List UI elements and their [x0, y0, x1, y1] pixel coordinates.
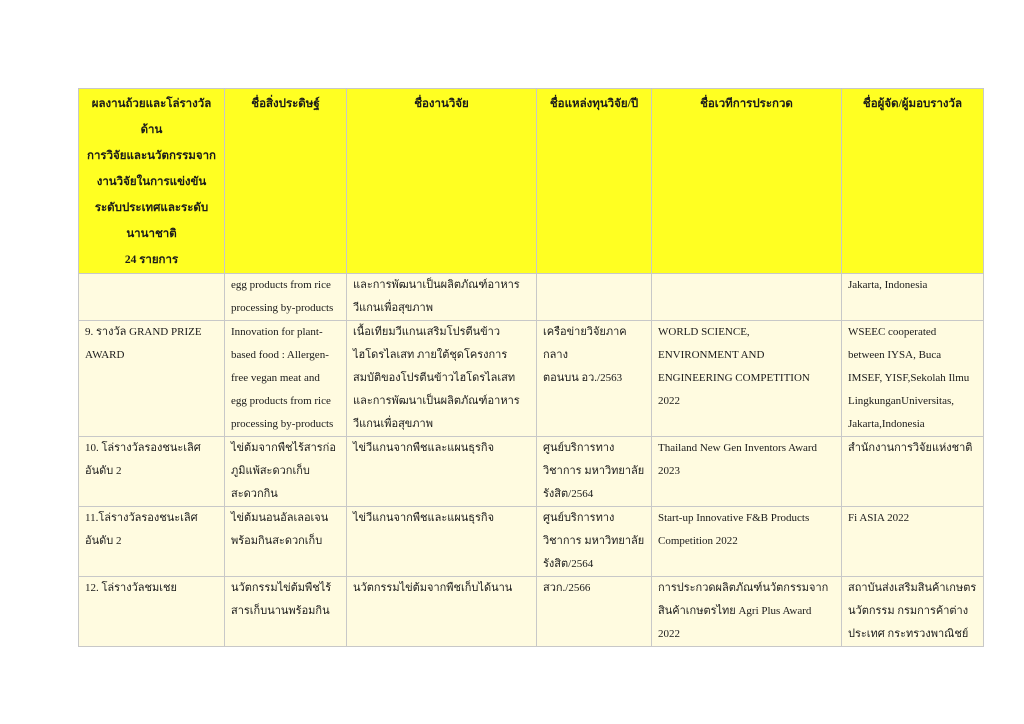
cell-invention: นวัตกรรมไข่ต้มพืชไร้ สารเก็บนานพร้อมกิน	[225, 577, 347, 647]
cell-organizer: สถาบันส่งเสริมสินค้าเกษตร นวัตกรรม กรมการค้าต่าง ประเทศ กระทรวงพาณิชย์	[842, 577, 984, 647]
cell-organizer: WSEEC cooperated between IYSA, Buca IMSEF, YISF,Sekolah Ilmu LingkunganUniversitas, Jakarta,Indonesia	[842, 321, 984, 437]
cell-competition: WORLD SCIENCE, ENVIRONMENT AND ENGINEERING COMPETITION 2022	[652, 321, 842, 437]
cell-invention: Innovation for plant- based food : Allergen- free vegan meat and egg products from rice processing by-products	[225, 321, 347, 437]
cell-organizer: Jakarta, Indonesia	[842, 274, 984, 321]
header-award	[79, 89, 225, 274]
cell-funding: ศูนย์บริการทาง วิชาการ มหาวิทยาลัย รังสิต/2564	[537, 437, 652, 507]
table-row	[79, 437, 984, 507]
cell-funding: ศูนย์บริการทาง วิชาการ มหาวิทยาลัย รังสิต/2564	[537, 507, 652, 577]
header-research	[347, 89, 537, 274]
cell-competition: การประกวดผลิตภัณฑ์นวัตกรรมจาก สินค้าเกษตรไทย Agri Plus Award 2022	[652, 577, 842, 647]
header-organizer	[842, 89, 984, 274]
table-row	[79, 577, 984, 647]
cell-research: เนื้อเทียมวีแกนเสริมโปรตีนข้าว ไฮโดรไลเสท ภายใต้ชุดโครงการ สมบัติของโปรตีนข้าวไฮโดรไลเสท และการพัฒนาเป็นผลิตภัณฑ์อาหาร วีแกนเพื่อสุขภาพ	[347, 321, 537, 437]
cell-award: 11.โล่รางวัลรองชนะเลิศ อันดับ 2	[79, 507, 225, 577]
table-body	[79, 274, 984, 647]
cell-award	[79, 274, 225, 321]
cell-award: 12. โล่รางวัลชมเชย	[79, 577, 225, 647]
header-organizer-label: ชื่อผู้จัด/ผู้มอบรางวัล	[862, 98, 963, 110]
cell-funding	[537, 274, 652, 321]
awards-table	[78, 88, 984, 647]
cell-award: 9. รางวัล GRAND PRIZE AWARD	[79, 321, 225, 437]
cell-invention: ไข่ต้มนอนอัลเลอเจน พร้อมกินสะดวกเก็บ	[225, 507, 347, 577]
header-row	[79, 89, 984, 274]
cell-funding: สวก./2566	[537, 577, 652, 647]
cell-competition	[652, 274, 842, 321]
header-award-label: ผลงานถ้วยและโล่รางวัลด้าน การวิจัยและนวัตกรรมจาก งานวิจัยในการแข่งขัน ระดับประเทศและระดับ นานาชาติ 24 รายการ	[86, 98, 216, 266]
header-funding-label: ชื่อแหล่งทุนวิจัย/ปี	[549, 98, 639, 110]
cell-organizer: สำนักงานการวิจัยแห่งชาติ	[842, 437, 984, 507]
cell-research: ไข่วีแกนจากพืชและแผนธุรกิจ	[347, 507, 537, 577]
header-competition-label: ชื่อเวทีการประกวด	[700, 98, 793, 110]
header-research-label: ชื่องานวิจัย	[414, 98, 469, 110]
cell-competition: Thailand New Gen Inventors Award 2023	[652, 437, 842, 507]
cell-invention: ไข่ต้มจากพืชไร้สารก่อ ภูมิแพ้สะดวกเก็บ สะดวกกิน	[225, 437, 347, 507]
table-header	[79, 89, 984, 274]
header-invention-label: ชื่อสิ่งประดิษฐ์	[251, 98, 320, 110]
cell-research: ไข่วีแกนจากพืชและแผนธุรกิจ	[347, 437, 537, 507]
table-row	[79, 274, 984, 321]
cell-research: นวัตกรรมไข่ต้มจากพืชเก็บได้นาน	[347, 577, 537, 647]
table-row	[79, 507, 984, 577]
cell-organizer: Fi ASIA 2022	[842, 507, 984, 577]
header-competition	[652, 89, 842, 274]
cell-competition: Start-up Innovative F&B Products Competition 2022	[652, 507, 842, 577]
cell-funding: เครือข่ายวิจัยภาคกลาง ตอนบน อว./2563	[537, 321, 652, 437]
header-funding	[537, 89, 652, 274]
cell-research: และการพัฒนาเป็นผลิตภัณฑ์อาหาร วีแกนเพื่อสุขภาพ	[347, 274, 537, 321]
header-invention	[225, 89, 347, 274]
cell-award: 10. โล่รางวัลรองชนะเลิศ อันดับ 2	[79, 437, 225, 507]
table-row	[79, 321, 984, 437]
cell-invention: egg products from rice processing by-products	[225, 274, 347, 321]
